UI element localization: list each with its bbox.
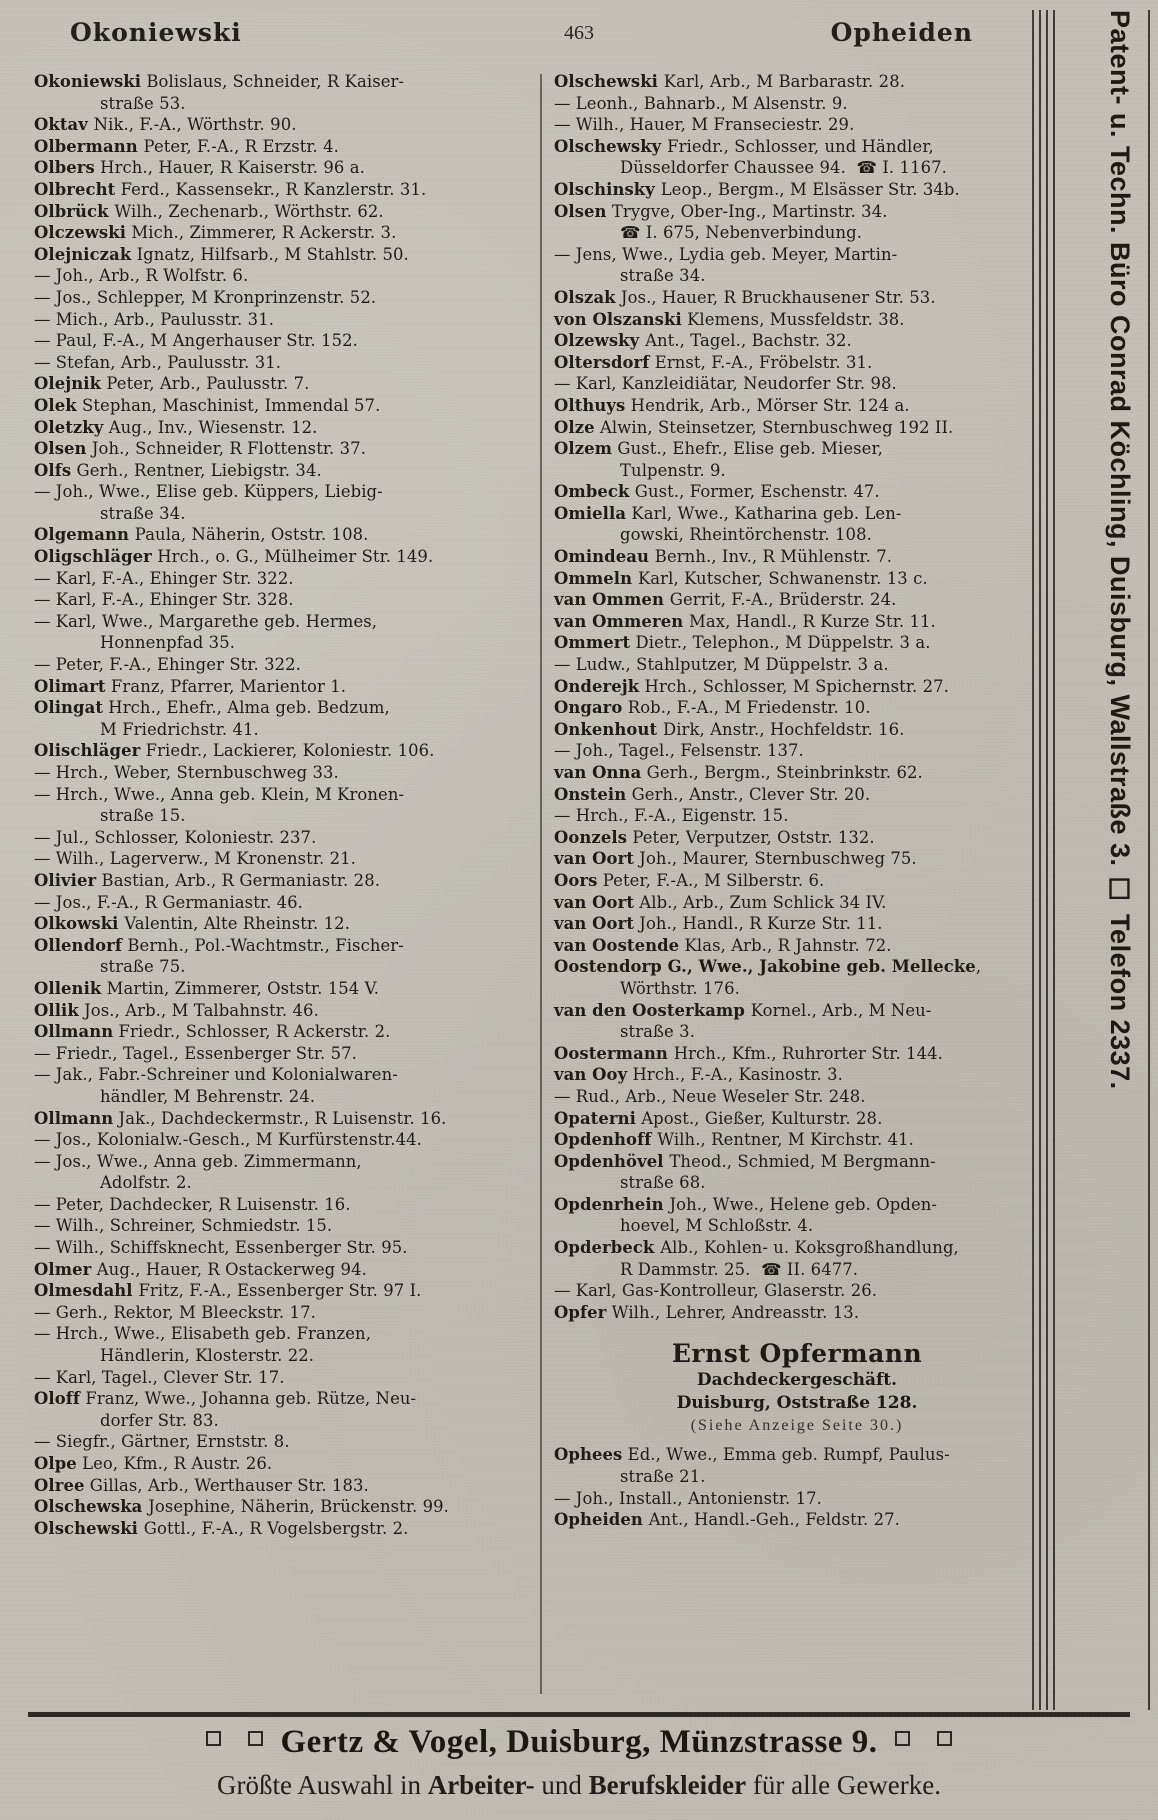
directory-entry: straße 3. <box>620 1022 696 1042</box>
directory-entry: — Jul., Schlosser, Koloniestr. 237. <box>34 827 317 847</box>
directory-entry: van Onna Gerh., Bergm., Steinbrinkstr. 62. <box>554 763 923 782</box>
directory-entry: — Gerh., Rektor, M Bleeckstr. 17. <box>34 1302 316 1322</box>
directory-entry: van Ommen Gerrit, F.-A., Brüderstr. 24. <box>554 590 897 610</box>
directory-entry: — Peter, F.-A., Ehinger Str. 322. <box>34 655 301 675</box>
columns-area <box>34 72 1034 1712</box>
directory-entry: Oktav Nik., F.-A., Wörthstr. 90. <box>34 115 297 135</box>
directory-entry: Olbrecht Ferd., Kassensekr., R Kanzlerstr. 31. <box>34 179 427 199</box>
directory-entry: Olschinsky Leop., Bergm., M Elsässer Str. 34b. <box>554 179 960 199</box>
directory-entry: van Ommeren Max, Handl., R Kurze Str. 11. <box>554 611 936 631</box>
directory-entry: Opdenrhein Joh., Wwe., Helene geb. Opden- <box>554 1194 938 1214</box>
directory-entry: Olsen Trygve, Ober-Ing., Martinstr. 34. <box>554 201 888 221</box>
directory-entry: Olfs Gerh., Rentner, Liebigstr. 34. <box>34 460 322 480</box>
page-number: 463 <box>564 22 594 44</box>
directory-entry: Ollmann Friedr., Schlosser, R Ackerstr. 2. <box>34 1022 391 1042</box>
directory-entry: Oostermann Hrch., Kfm., Ruhrorter Str. 144. <box>554 1043 943 1063</box>
directory-entry: straße 34. <box>100 503 186 523</box>
inline-advertisement <box>554 1339 1040 1435</box>
directory-entry: Opdenhoff Wilh., Rentner, M Kirchstr. 41. <box>554 1130 914 1150</box>
directory-entry: — Hrch., Weber, Sternbuschweg 33. <box>34 763 339 782</box>
directory-entry: Olschewski Gottl., F.-A., R Vogelsbergstr. 2. <box>34 1518 409 1538</box>
side-ad-text: Patent- u. Techn. Büro Conrad Köchling, Duisburg, Wallstraße 3. ☐ Telefon 2337. <box>1105 10 1135 1090</box>
directory-entry: — Joh., Install., Antonienstr. 17. <box>554 1488 822 1508</box>
directory-entry: van den Oosterkamp Kornel., Arb., M Neu- <box>554 1000 932 1020</box>
directory-entry: — Karl, Kanzleidiätar, Neudorfer Str. 98. <box>554 374 897 394</box>
directory-entry: Olze Alwin, Steinsetzer, Sternbuschweg 192 II. <box>554 417 954 437</box>
bottom-ad-subline <box>0 1770 1158 1801</box>
directory-entry: Ombeck Gust., Former, Eschenstr. 47. <box>554 482 880 502</box>
directory-entry: — Jak., Fabr.-Schreiner und Kolonialwaren- <box>34 1065 398 1085</box>
directory-entry: Olsen Joh., Schneider, R Flottenstr. 37. <box>34 439 367 459</box>
directory-entry: — Wilh., Lagerverw., M Kronenstr. 21. <box>34 849 356 869</box>
directory-entry: Adolfstr. 2. <box>100 1173 192 1193</box>
directory-entry: — Paul, F.-A., M Angerhauser Str. 152. <box>34 331 358 351</box>
directory-entry: — Joh., Arb., R Wolfstr. 6. <box>34 266 249 286</box>
bottom-ad-subline-part: Größte Auswahl in <box>216 1770 428 1800</box>
decorative-square-icon <box>206 1731 221 1746</box>
directory-entry: Honnenpfad 35. <box>100 633 236 653</box>
directory-entry: — Jos., Schlepper, M Kronprinzenstr. 52. <box>34 287 377 307</box>
header-right-keyword: Opheiden <box>830 18 973 47</box>
directory-entry: — Hrch., Wwe., Elisabeth geb. Franzen, <box>34 1324 372 1344</box>
directory-entry: Olbrück Wilh., Zechenarb., Wörthstr. 62. <box>34 201 384 221</box>
directory-entry: Onkenhout Dirk, Anstr., Hochfeldstr. 16. <box>554 719 905 739</box>
directory-entry: R Dammstr. 25. ☎ II. 6477. <box>620 1259 859 1279</box>
directory-entry: straße 21. <box>620 1467 706 1487</box>
column-divider <box>540 74 542 1694</box>
directory-entry: straße 68. <box>620 1173 706 1193</box>
decorative-square-icon <box>895 1731 910 1746</box>
left-column <box>34 72 520 1712</box>
directory-entry: Ollenik Martin, Zimmerer, Oststr. 154 V. <box>34 978 380 998</box>
directory-entry: — Joh., Tagel., Felsenstr. 137. <box>554 741 804 761</box>
side-advertisement-strip <box>1032 10 1150 1710</box>
directory-entry: — Jos., Kolonialw.-Gesch., M Kurfürstenstr.44. <box>34 1130 422 1150</box>
directory-entry: — Leonh., Bahnarb., M Alsenstr. 9. <box>554 93 848 113</box>
directory-entry: Ollik Jos., Arb., M Talbahnstr. 46. <box>34 1000 319 1020</box>
directory-entry: Olschewski Karl, Arb., M Barbarastr. 28. <box>554 72 906 91</box>
directory-entry: — Karl, Wwe., Margarethe geb. Hermes, <box>34 611 378 631</box>
directory-entry: gowski, Rheintörchenstr. 108. <box>620 525 872 545</box>
decorative-square-icon <box>248 1731 263 1746</box>
directory-entry: — Mich., Arb., Paulusstr. 31. <box>34 309 275 329</box>
directory-entry: Olejnik Peter, Arb., Paulusstr. 7. <box>34 374 310 394</box>
directory-entry: Olthuys Hendrik, Arb., Mörser Str. 124 a. <box>554 395 910 415</box>
directory-entry: — Hrch., F.-A., Eigenstr. 15. <box>554 806 789 826</box>
directory-entry: Oonzels Peter, Verputzer, Oststr. 132. <box>554 827 875 847</box>
directory-entry: Oloff Franz, Wwe., Johanna geb. Rütze, Neu- <box>34 1389 417 1409</box>
ad-reference-note: (Siehe Anzeige Seite 30.) <box>690 1417 904 1435</box>
directory-entry: — Karl, Gas-Kontrolleur, Glaserstr. 26. <box>554 1281 878 1301</box>
directory-entry: Olimart Franz, Pfarrer, Marientor 1. <box>34 676 347 696</box>
directory-entry: Olmesdahl Fritz, F.-A., Essenberger Str. 97 I. <box>34 1281 422 1301</box>
bottom-rule <box>28 1712 1130 1717</box>
directory-entry: straße 75. <box>100 957 186 977</box>
directory-entry: — Rud., Arb., Neue Weseler Str. 248. <box>554 1086 866 1106</box>
directory-entry: Ommeln Karl, Kutscher, Schwanenstr. 13 c. <box>554 568 928 588</box>
directory-entry: Oors Peter, F.-A., M Silberstr. 6. <box>554 870 825 890</box>
directory-entry: straße 15. <box>100 806 186 826</box>
strip-rules <box>1032 10 1058 1710</box>
directory-entry: M Friedrichstr. 41. <box>100 719 259 739</box>
directory-entry: ☎ I. 675, Nebenverbindung. <box>620 223 863 243</box>
directory-entry: — Karl, F.-A., Ehinger Str. 328. <box>34 590 294 610</box>
header-left-keyword: Okoniewski <box>70 18 242 47</box>
directory-entry: — Joh., Wwe., Elise geb. Küppers, Liebig- <box>34 482 383 502</box>
directory-entry: Opfer Wilh., Lehrer, Andreasstr. 13. <box>554 1302 860 1322</box>
directory-entry: Olkowski Valentin, Alte Rheinstr. 12. <box>34 914 351 934</box>
bottom-ad-headline <box>0 1724 1158 1761</box>
directory-entry: Opderbeck Alb., Kohlen- u. Koksgroßhandlung, <box>554 1238 959 1258</box>
directory-entry: van Oort Alb., Arb., Zum Schlick 34 IV. <box>554 892 887 912</box>
directory-entry: Olivier Bastian, Arb., R Germaniastr. 28. <box>34 870 381 890</box>
directory-entry: Oletzky Aug., Inv., Wiesenstr. 12. <box>34 417 318 437</box>
directory-entry: Ommert Dietr., Telephon., M Düppelstr. 3 a. <box>554 633 931 653</box>
ad-business-name: Ernst Opfermann <box>671 1339 923 1369</box>
decorative-square-icon <box>937 1731 952 1746</box>
right-column-entries-tail <box>554 1445 1040 1530</box>
directory-entry: — Siegfr., Gärtner, Ernststr. 8. <box>34 1432 290 1452</box>
directory-entry: Olpe Leo, Kfm., R Austr. 26. <box>34 1454 273 1473</box>
directory-entry: van Oort Joh., Handl., R Kurze Str. 11. <box>554 914 883 934</box>
directory-entry: Oligschläger Hrch., o. G., Mülheimer Str. 149. <box>34 547 434 567</box>
directory-entry: — Jens, Wwe., Lydia geb. Meyer, Martin- <box>554 244 898 264</box>
directory-entry: — Karl, F.-A., Ehinger Str. 322. <box>34 568 294 588</box>
bottom-ad-business: Gertz & Vogel, Duisburg, Münzstrasse 9. <box>280 1724 878 1760</box>
ad-business-type: Dachdeckergeschäft. <box>696 1370 898 1391</box>
directory-entry: Düsseldorfer Chaussee 94. ☎ I. 1167. <box>620 158 947 178</box>
directory-entry: van Oostende Klas, Arb., R Jahnstr. 72. <box>554 935 892 955</box>
directory-entry: — Jos., Wwe., Anna geb. Zimmermann, <box>34 1151 362 1171</box>
directory-entry: Olingat Hrch., Ehefr., Alma geb. Bedzum, <box>34 698 390 718</box>
directory-entry: straße 34. <box>620 266 706 286</box>
directory-entry: — Karl, Tagel., Clever Str. 17. <box>34 1367 285 1387</box>
directory-entry: Olek Stephan, Maschinist, Immendal 57. <box>34 395 381 415</box>
directory-entry: Oltersdorf Ernst, F.-A., Fröbelstr. 31. <box>554 352 873 372</box>
directory-entry: dorfer Str. 83. <box>100 1410 219 1430</box>
directory-entry: Olischläger Friedr., Lackierer, Koloniestr. 106. <box>34 741 435 761</box>
bottom-ad-subline-part: Berufskleider <box>588 1770 747 1800</box>
directory-entry: Olzewsky Ant., Tagel., Bachstr. 32. <box>554 331 852 351</box>
right-column-entries <box>554 72 1040 1323</box>
directory-entry: Opheiden Ant., Handl.-Geh., Feldstr. 27. <box>554 1510 900 1530</box>
directory-entry: — Wilh., Hauer, M Franseciestr. 29. <box>554 115 855 135</box>
directory-entry: Olree Gillas, Arb., Werthauser Str. 183. <box>34 1475 369 1495</box>
directory-entry: Olschewska Josephine, Näherin, Brückenstr. 99. <box>34 1497 449 1517</box>
directory-entry: Onderejk Hrch., Schlosser, M Spichernstr. 27. <box>554 676 949 696</box>
bottom-ad-subline-part: Arbeiter- <box>427 1770 535 1800</box>
right-column <box>554 72 1040 1712</box>
directory-entry: Opdenhövel Theod., Schmied, M Bergmann- <box>554 1151 936 1171</box>
directory-entry: Olczewski Mich., Zimmerer, R Ackerstr. 3. <box>34 223 397 243</box>
bottom-ad-subline-part: und <box>534 1770 589 1800</box>
directory-entry: Ollendorf Bernh., Pol.-Wachtmstr., Fischer- <box>34 935 404 955</box>
bottom-advertisement <box>0 1712 1158 1820</box>
bottom-ad-subline-part: für alle Gewerke. <box>746 1770 942 1800</box>
ad-business-address: Duisburg, Oststraße 128. <box>676 1393 918 1414</box>
directory-entry: Opaterni Apost., Gießer, Kulturstr. 28. <box>554 1108 883 1128</box>
directory-entry: Olszak Jos., Hauer, R Bruckhausener Str. 53. <box>554 287 936 307</box>
directory-entry: Omindeau Bernh., Inv., R Mühlenstr. 7. <box>554 547 893 567</box>
directory-entry: — Friedr., Tagel., Essenberger Str. 57. <box>34 1043 357 1063</box>
directory-entry: händler, M Behrenstr. 24. <box>100 1086 316 1106</box>
directory-entry: Omiella Karl, Wwe., Katharina geb. Len- <box>554 503 902 523</box>
directory-entry: — Stefan, Arb., Paulusstr. 31. <box>34 352 282 372</box>
directory-entry: — Hrch., Wwe., Anna geb. Klein, M Kronen- <box>34 784 405 804</box>
directory-entry: Olzem Gust., Ehefr., Elise geb. Mieser, <box>554 439 883 459</box>
directory-entry: — Wilh., Schiffsknecht, Essenberger Str. 95. <box>34 1238 408 1258</box>
directory-entry: Olbermann Peter, F.-A., R Erzstr. 4. <box>34 136 339 156</box>
directory-entry: Ollmann Jak., Dachdeckermstr., R Luisenstr. 16. <box>34 1108 447 1128</box>
page-header <box>0 18 1158 62</box>
directory-entry: van Ooy Hrch., F.-A., Kasinostr. 3. <box>554 1065 843 1085</box>
directory-entry: Oostendorp G., Wwe., Jakobine geb. Mellecke, <box>554 957 982 977</box>
directory-entry: — Ludw., Stahlputzer, M Düppelstr. 3 a. <box>554 655 889 675</box>
directory-entry: — Jos., F.-A., R Germaniastr. 46. <box>34 892 303 912</box>
directory-entry: Ongaro Rob., F.-A., M Friedenstr. 10. <box>554 698 871 718</box>
strip-edge-rule <box>1148 10 1150 1710</box>
directory-entry: Wörthstr. 176. <box>620 978 740 998</box>
directory-entry: Onstein Gerh., Anstr., Clever Str. 20. <box>554 784 871 804</box>
directory-entry: Ophees Ed., Wwe., Emma geb. Rumpf, Paulus- <box>554 1445 950 1465</box>
directory-entry: — Peter, Dachdecker, R Luisenstr. 16. <box>34 1194 351 1214</box>
directory-entry: Tulpenstr. 9. <box>620 460 726 480</box>
directory-entry: Olschewsky Friedr., Schlosser, und Händler, <box>554 136 934 156</box>
directory-entry: Händlerin, Klosterstr. 22. <box>100 1346 315 1366</box>
directory-entry: Olgemann Paula, Näherin, Oststr. 108. <box>34 525 369 545</box>
directory-entry: straße 53. <box>100 93 186 113</box>
directory-entry: Okoniewski Bolislaus, Schneider, R Kaiser- <box>34 72 405 91</box>
directory-entry: — Wilh., Schreiner, Schmiedstr. 15. <box>34 1216 333 1236</box>
directory-entry: Olmer Aug., Hauer, R Ostackerweg 94. <box>34 1259 367 1279</box>
directory-entry: van Oort Joh., Maurer, Sternbuschweg 75. <box>554 849 917 869</box>
directory-entry: von Olszanski Klemens, Mussfeldstr. 38. <box>554 309 905 329</box>
directory-entry: hoevel, M Schloßstr. 4. <box>620 1216 814 1236</box>
directory-entry: Olbers Hrch., Hauer, R Kaiserstr. 96 a. <box>34 158 365 178</box>
directory-entry: Olejniczak Ignatz, Hilfsarb., M Stahlstr. 50. <box>34 244 409 264</box>
